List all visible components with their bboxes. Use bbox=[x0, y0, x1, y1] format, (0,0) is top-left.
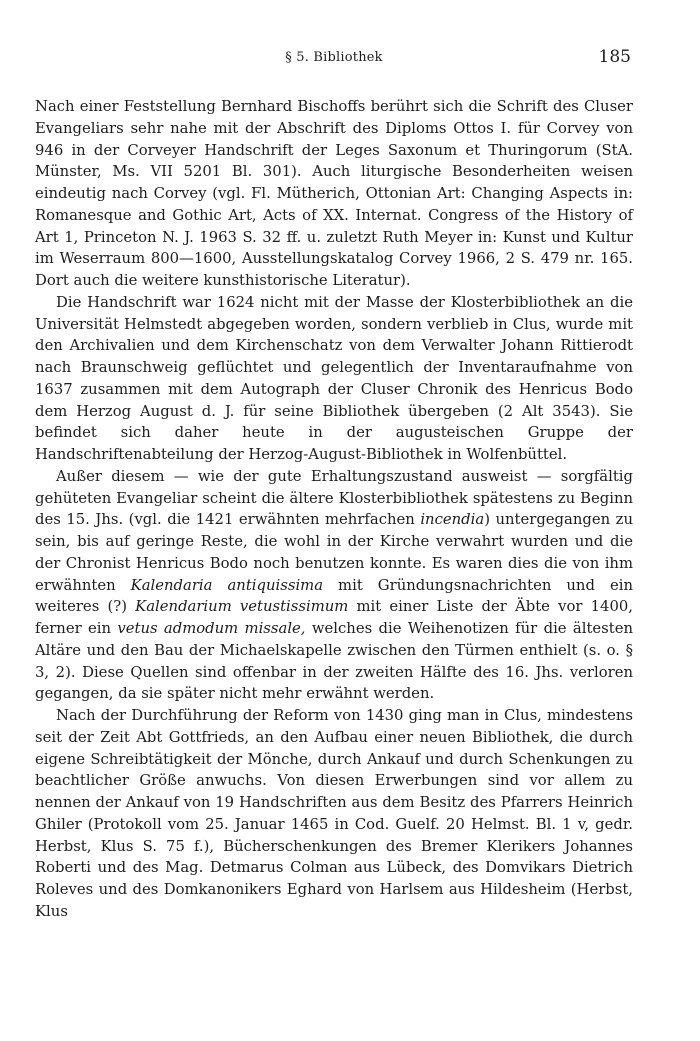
text-run: Die Handschrift war 1624 nicht mit der Masse der Klosterbibliothek an die Universität Helmstedt abgegeben worden, sondern verblieb in Clus, wurde mit den Archivalien und dem Kirchenschatz von dem Verwalter Johann Rittierodt nach Braunschweig geflüchtet und gelegentlich der Inventaraufnahme von 1637 zusammen mit dem Autograph der Cluser Chronik des Henricus Bodo dem Herzog August d. J. für seine Bibliothek übergeben (2 Alt 3543). Sie befindet sich daher heute in der augusteischen Gruppe der Handschriftenabteilung der Herzog-August-Bibliothek in Wolfenbüttel. bbox=[35, 293, 633, 463]
latin-term-kalendaria: Kalendaria antiquissima bbox=[130, 576, 324, 594]
text-run: mit Gründungsnachrichten und ein weiteres (?) bbox=[35, 576, 633, 616]
text-run: ) untergegangen zu sein, bis auf geringe Reste, die wohl in der Kirche verwahrt wurden und die der Chronist Henricus Bodo noch benutzen konnte. Es waren dies die von ihm erwähnten bbox=[35, 511, 633, 594]
paragraph-3 bbox=[35, 466, 633, 705]
page-header bbox=[35, 44, 633, 90]
paragraph-4 bbox=[35, 705, 633, 923]
book-page bbox=[35, 0, 633, 923]
body-text bbox=[35, 96, 633, 923]
text-run: mit einer Liste der Äbte vor 1400, ferner ein bbox=[35, 598, 634, 637]
text-run: Nach einer Feststellung Bernhard Bischoffs berührt sich die Schrift des Cluser Evangeliars sehr nahe mit der Abschrift des Diploms Ottos I. für Corvey von 946 in der Corveyer Handschrift der Leges Saxonum et Thuringorum (StA. Münster, Ms. VII 5201 Bl. 301). Auch liturgische Besonderheiten weisen eindeutig nach Corvey (vgl. Fl. Mütherich, Ottonian Art: Changing Aspects in: Romanesque and Gothic Art, Acts of XX. Internat. Congress of the History of Art 1, Princeton N. J. 1963 S. 32 ff. u. zuletzt Ruth Meyer in: Kunst und Kultur im Weserraum 800—1600, Ausstellungskatalog Corvey 1966, 2 S. 479 nr. 165. Dort auch die weitere kunsthistorische Literatur). bbox=[35, 98, 633, 289]
paragraph-1 bbox=[35, 96, 633, 292]
text-run: Außer diesem — wie der gute Erhaltungszustand ausweist — sorgfältig gehüteten Evangeliar scheint die ältere Klosterbibliothek spätestens zu Beginn des 15. Jhs. (vgl. die 1421 erwähnten mehrfachen bbox=[35, 467, 633, 529]
text-run: welches die Weihenotizen für die ältesten Altäre und den Bau der Michaelskapelle zwischen den Türmen enthielt (s. o. § 3, 2). Diese Quellen sind offenbar in der zweiten Hälfte des 16. Jhs. verloren gegangen, da sie später nicht mehr erwähnt werden. bbox=[35, 620, 634, 703]
running-head: § 5. Bibliothek bbox=[285, 50, 383, 65]
latin-term-kalendarium: Kalendarium vetustissimum bbox=[135, 598, 349, 616]
paragraph-2 bbox=[35, 292, 633, 466]
text-run: Nach der Durchführung der Reform von 1430 ging man in Clus, mindestens seit der Zeit Abt Gottfrieds, an den Aufbau einer neuen Bibliothek, die durch eigene Schreibtätigkeit der Mönche, durch Ankauf und durch Schenkungen zu beachtlicher Größe anwuchs. Von diesen Erwerbungen sind vor allem zu nennen der Ankauf von 19 Handschriften aus dem Besitz des Pfarrers Heinrich Ghiler (Protokoll vom 25. Januar 1465 in Cod. Guelf. 20 Helmst. Bl. 1 v, gedr. Herbst, Klus S. 75 f.), Bücherschenkungen des Bremer Klerikers Johannes Roberti und des Mag. Detmarus Colman aus Lübeck, des Domvikars Dietrich Roleves und des Domkanonikers Eghard von Harlsem aus Hildesheim (Herbst, Klus bbox=[35, 707, 633, 920]
latin-term-incendia: incendia bbox=[420, 511, 485, 529]
latin-term-missale: vetus admodum missale, bbox=[117, 620, 306, 637]
page-number: 185 bbox=[598, 47, 631, 67]
